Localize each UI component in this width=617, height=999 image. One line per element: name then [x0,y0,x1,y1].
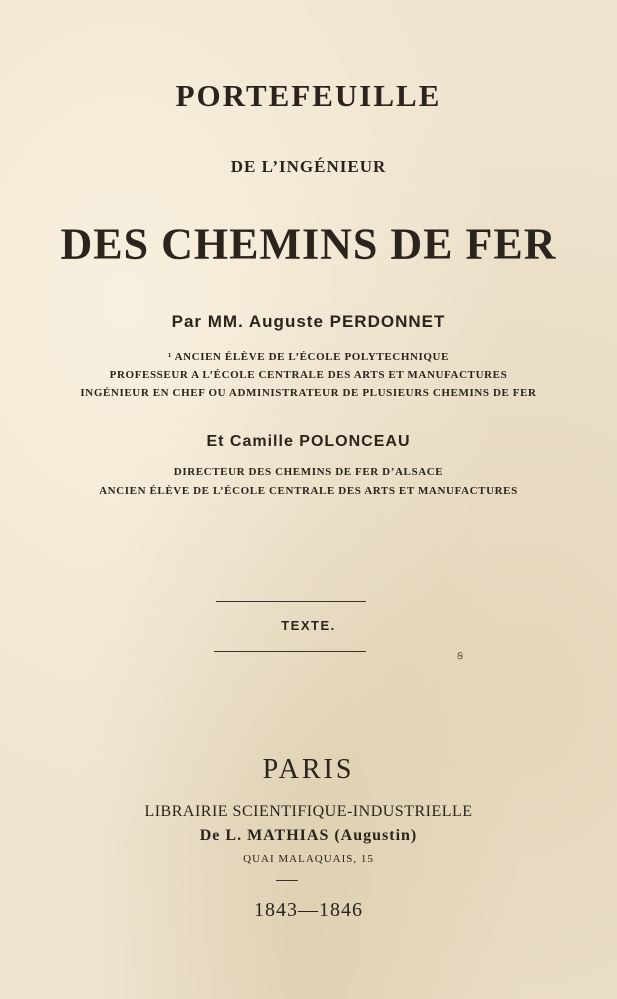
polonceau-credential: DIRECTEUR DES CHEMINS DE FER D’ALSACE [173,466,444,478]
imprint-city: PARIS [262,754,355,785]
marginal-mark: ꞩ [457,648,464,662]
perdonnet-credential: ¹ ANCIEN ÉLÈVE DE L’ÉCOLE POLYTECHNIQUE [167,351,450,363]
imprint-bookseller: De L. MATHIAS (Augustin) [199,827,418,844]
author-perdonnet: Par MM. Auguste PERDONNET [171,312,446,331]
imprint-publisher: LIBRAIRIE SCIENTIFIQUE-INDUSTRIELLE [144,803,473,820]
perdonnet-credential: PROFESSEUR A L’ÉCOLE CENTRALE DES ARTS ET MANUFACTURES [109,369,508,381]
author-polonceau: Et Camille POLONCEAU [206,433,411,450]
divider-rule-short [276,880,298,881]
divider-rule [216,601,366,602]
divider-rule [214,651,366,652]
title-des-chemins-de-fer: DES CHEMINS DE FER [60,218,557,269]
perdonnet-credential: INGÉNIEUR EN CHEF OU ADMINISTRATEUR DE PLUSIEURS CHEMINS DE FER [80,387,537,399]
section-label-texte: TEXTE. [281,618,336,633]
title-portefeuille: PORTEFEUILLE [175,78,442,113]
imprint-years: 1843—1846 [254,899,363,921]
title-de-l-ingenieur: DE L’INGÉNIEUR [230,157,387,176]
polonceau-credential: ANCIEN ÉLÈVE DE L’ÉCOLE CENTRALE DES ARTS ET MANUFACTURES [99,485,518,497]
imprint-address: QUAI MALAQUAIS, 15 [243,853,374,865]
